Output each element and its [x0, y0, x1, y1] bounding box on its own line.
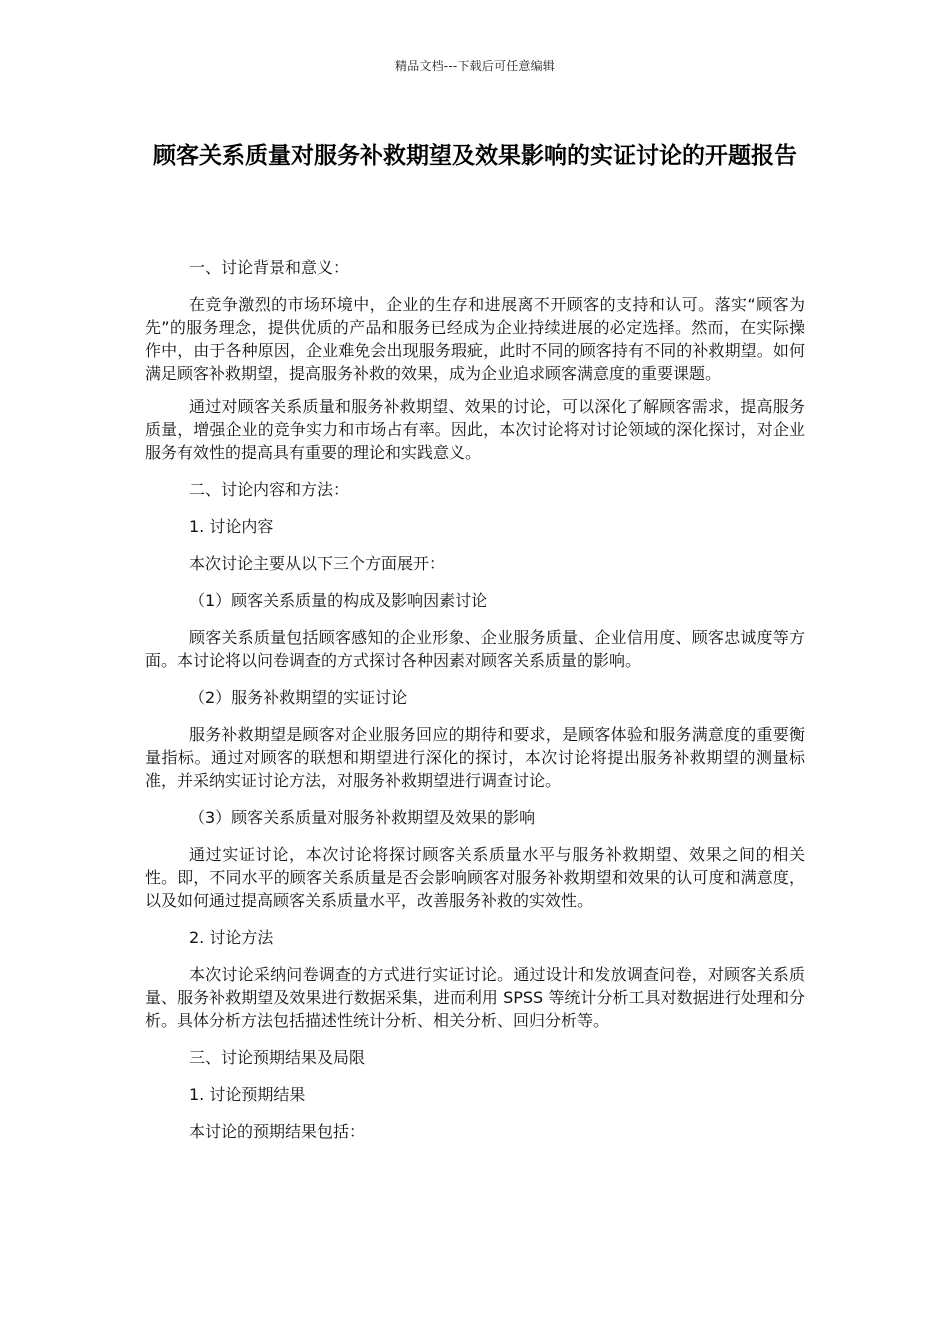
paragraph-item-2: 服务补救期望是顾客对企业服务回应的期待和要求，是顾客体验和服务满意度的重要衡量指标。通过对顾客的联想和期望进行深化的探讨，本次讨论将提出服务补救期望的测量标准，并采纳实证讨论方法，对服务补救期望进行调查讨论。 [145, 725, 805, 790]
paragraph-item-3: 通过实证讨论，本次讨论将探讨顾客关系质量水平与服务补救期望、效果之间的相关性。即，不同水平的顾客关系质量是否会影响顾客对服务补救期望和效果的认可度和满意度，以及如何通过提高顾客关系质量水平，改善服务补救的实效性。 [145, 845, 805, 910]
paragraph-method: 本次讨论采纳问卷调查的方式进行实证讨论。通过设计和发放调查问卷，对顾客关系质量、服务补救期望及效果进行数据采集，进而利用 SPSS 等统计分析工具对数据进行处理和分析。具体分析方法包括描述性统计分析、相关分析、回归分析等。 [145, 965, 805, 1030]
subheading-expected-results: 1. 讨论预期结果 [189, 1085, 306, 1104]
subheading-research-method: 2. 讨论方法 [189, 928, 274, 947]
section-heading-background: 一、讨论背景和意义： [189, 258, 350, 277]
document-body [145, 256, 805, 1157]
section-heading-content-method: 二、讨论内容和方法： [189, 480, 350, 499]
header-note: 精品文档---下载后可任意编辑 [395, 59, 555, 73]
item-heading-1: （1）顾客关系质量的构成及影响因素讨论 [189, 591, 488, 610]
subheading-research-content: 1. 讨论内容 [189, 517, 274, 536]
paragraph-background-2: 通过对顾客关系质量和服务补救期望、效果的讨论，可以深化了解顾客需求，提高服务质量，增强企业的竞争实力和市场占有率。因此，本次讨论将对讨论领域的深化探讨，对企业服务有效性的提高具有重要的理论和实践意义。 [145, 397, 805, 462]
document-title: 顾客关系质量对服务补救期望及效果影响的实证讨论的开题报告 [153, 143, 797, 169]
section-heading-expected-results: 三、讨论预期结果及局限 [189, 1048, 366, 1067]
item-heading-3: （3）顾客关系质量对服务补救期望及效果的影响 [189, 808, 536, 827]
paragraph-content-intro: 本次讨论主要从以下三个方面展开： [189, 554, 446, 573]
paragraph-expected-intro: 本讨论的预期结果包括： [189, 1122, 366, 1141]
item-heading-2: （2）服务补救期望的实证讨论 [189, 688, 408, 707]
paragraph-background-1: 在竞争激烈的市场环境中，企业的生存和进展离不开顾客的支持和认可。落实“顾客为先”的服务理念，提供优质的产品和服务已经成为企业持续进展的必定选择。然而，在实际操作中，由于各种原因，企业难免会出现服务瑕疵，此时不同的顾客持有不同的补救期望。如何满足顾客补救期望，提高服务补救的效果，成为企业追求顾客满意度的重要课题。 [145, 295, 805, 383]
paragraph-item-1: 顾客关系质量包括顾客感知的企业形象、企业服务质量、企业信用度、顾客忠诚度等方面。本讨论将以问卷调查的方式探讨各种因素对顾客关系质量的影响。 [145, 628, 805, 670]
